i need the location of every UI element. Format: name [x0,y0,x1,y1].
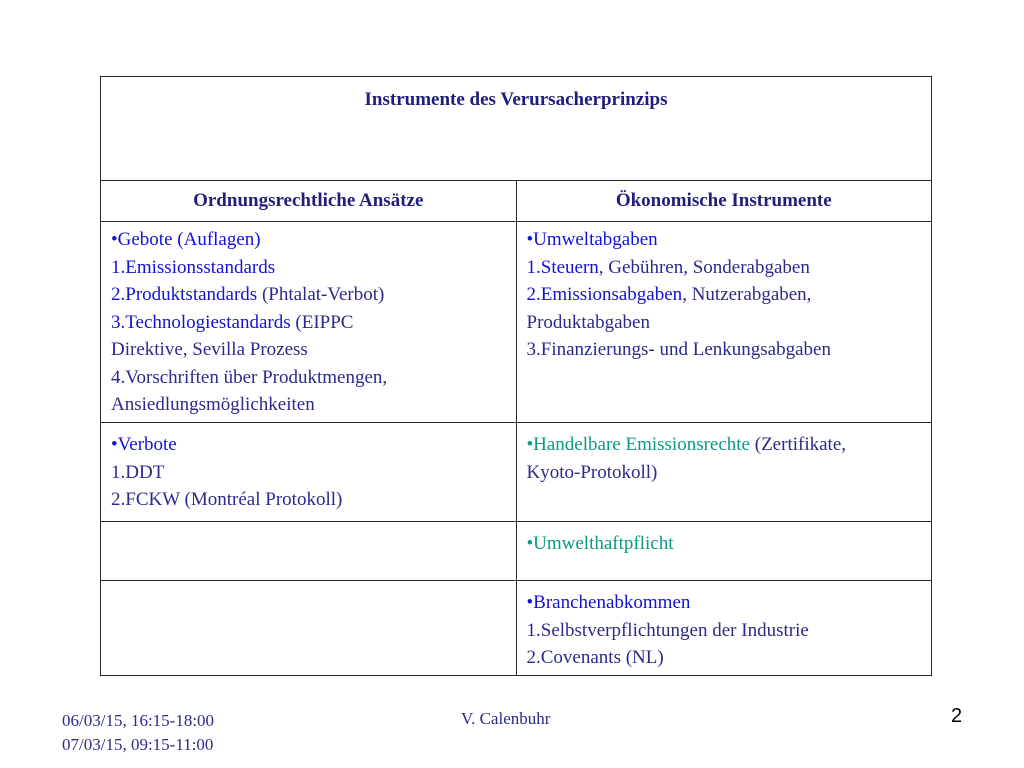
levies-heading: •Umweltabgaben [526,229,658,250]
list-item-note: , Gebühren, Sonderabgaben [598,256,810,278]
list-item: 4.Vorschriften über Produktmengen, [111,366,388,388]
cell-empty [101,581,517,676]
list-item-note: , Nutzerabgaben, [682,284,812,305]
prohibitions-heading: •Verbote [111,434,177,455]
page-number: 2 [951,705,963,727]
list-item [111,309,516,337]
cell-environmental-liability [516,522,932,581]
list-item-label: 1.Steuern [526,256,599,278]
cell-tradable-emission-rights [516,423,932,522]
list-item-continuation: Produktabgaben [526,311,650,333]
cell-prohibitions [101,423,517,522]
list-item: 1.Selbstverpflichtungen der Industrie [526,619,809,641]
list-item-label: 2.Produktstandards [111,284,258,305]
list-item-note: (Zertifikate, [750,434,847,455]
list-item: 1.Emissionsstandards [111,256,276,278]
list-item-continuation: Kyoto-Protokoll) [526,461,658,483]
instruments-table [100,76,932,676]
list-item: 2.Covenants (NL) [526,647,664,668]
list-item-continuation: Ansiedlungsmöglichkeiten [111,394,315,415]
list-item-note: (Phtalat-Verbot) [257,284,385,305]
table-title: Instrumente des Verursacherprinzips [101,77,932,181]
footer-date: 06/03/15, 16:15-18:00 [62,711,215,730]
list-item: 1.DDT [111,461,165,483]
list-item-continuation: Direktive, Sevilla Prozess [111,339,308,360]
list-item [527,281,932,309]
footer-date: 07/03/15, 09:15-11:00 [62,735,214,754]
list-item [111,281,516,309]
liability-heading: •Umwelthaftpflicht [526,533,674,554]
list-item: 3.Finanzierungs- und Lenkungsabgaben [526,339,831,360]
list-item-note: (EIPPC [290,311,354,333]
requirements-heading: •Gebote (Auflagen) [111,229,261,250]
cell-environmental-levies [516,222,932,423]
header-economic-instruments: Ökonomische Instrumente [516,181,932,222]
list-item: 2.FCKW (Montréal Protokoll) [111,489,343,510]
list-item-label: •Handelbare Emissionsrechte [526,434,750,455]
list-item-label: 2.Emissionsabgaben [526,284,683,305]
cell-empty [101,522,517,581]
header-regulatory-approaches: Ordnungsrechtliche Ansätze [101,181,517,222]
list-item [527,254,932,282]
cell-industry-agreements [516,581,932,676]
footer-dates [62,709,214,757]
emission-rights-heading [527,431,932,459]
cell-requirements [101,222,517,423]
footer-author: V. Calenbuhr [461,709,551,728]
list-item-label: 3.Technologiestandards [111,311,291,333]
agreements-heading: •Branchenabkommen [526,592,691,613]
